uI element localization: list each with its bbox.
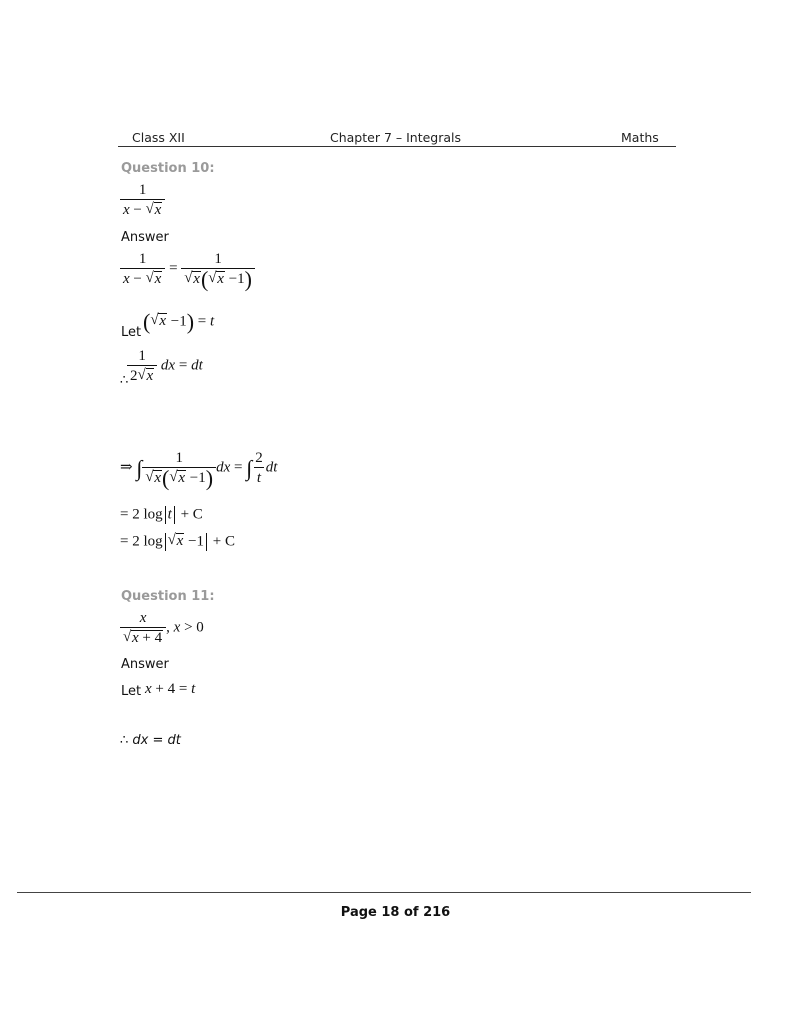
question-10-result-2: = 2 log√ x −1 + C bbox=[120, 533, 235, 551]
question-11-let-label: Let bbox=[121, 684, 142, 699]
therefore-symbol: ∴ bbox=[120, 373, 129, 388]
question-10-differential: $\frac{1}{2√ x}$ dx = dt bbox=[127, 348, 203, 384]
page-number: Page 18 of 216 bbox=[340, 905, 451, 920]
header-chapter: Chapter 7 – Integrals bbox=[330, 130, 462, 145]
question-10-step-1: $\frac{1}{x - √ x}$ = 1 √ x(√ x −1) bbox=[120, 251, 255, 288]
footer-divider bbox=[17, 892, 751, 893]
question-10-title: Question 10: bbox=[121, 161, 215, 176]
question-10-answer-label: Answer bbox=[121, 230, 169, 245]
question-10-result-1: = 2 log t + C bbox=[120, 506, 203, 523]
header-subject: Maths bbox=[621, 130, 659, 145]
header-divider bbox=[118, 146, 676, 147]
question-10-let-label: Let bbox=[121, 325, 142, 340]
question-11-differential: ∴ dx = dt bbox=[120, 733, 181, 748]
question-10-substitution: (√ x −1) = t bbox=[143, 309, 214, 335]
question-11-expression: x √ x + 4 , x > 0 bbox=[120, 610, 204, 646]
header-class: Class XII bbox=[132, 130, 185, 145]
question-11-title: Question 11: bbox=[121, 589, 215, 604]
question-10-expression: $\frac{1}{x - √ x}$ bbox=[120, 182, 165, 218]
question-11-substitution: x + 4 = t bbox=[145, 681, 196, 697]
question-11-answer-label: Answer bbox=[121, 657, 169, 672]
question-10-integral: ⇒ ∫ 1 √ x(√ x −1) dx = ∫ $\frac{2}{t}$ dt bbox=[120, 450, 277, 487]
